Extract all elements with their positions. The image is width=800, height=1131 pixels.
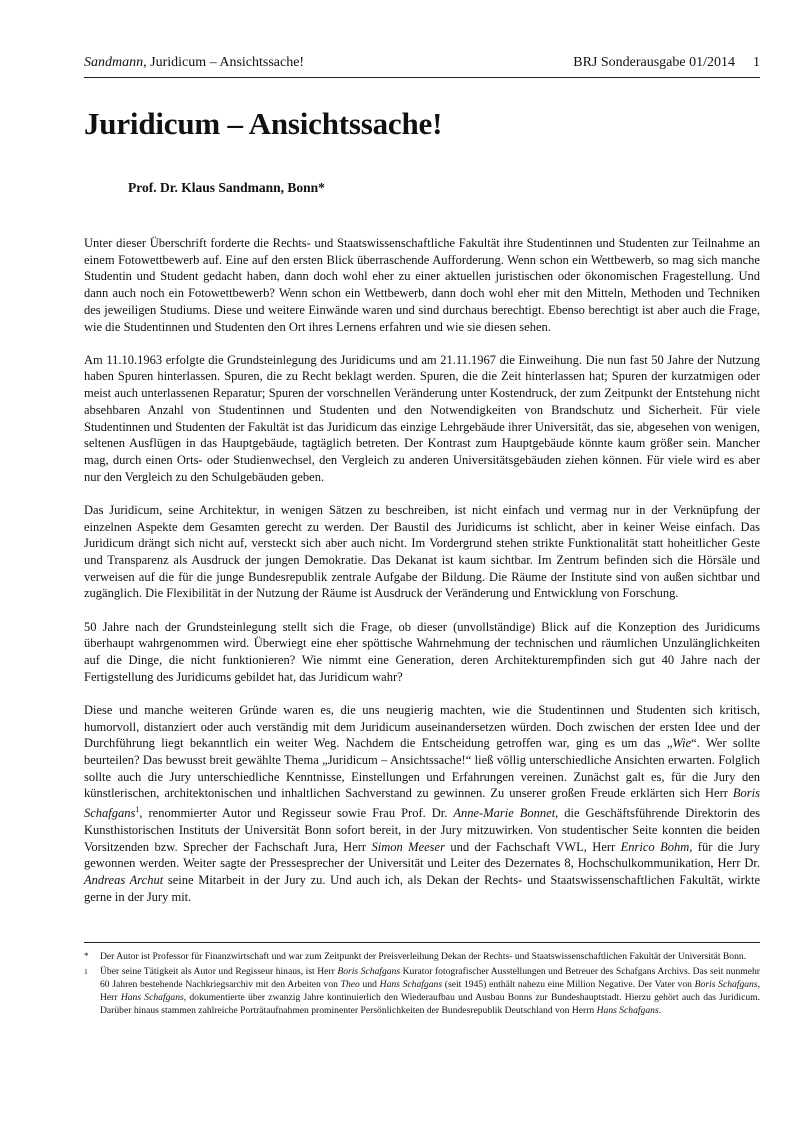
paragraph-2: Am 11.10.1963 erfolgte die Grundsteinlegung des Juridicums und am 21.11.1967 die Einweihung. Die nun fast 50 Jahre der Nutzung haben Spuren hinterlassen. Spuren, die zu Recht beklagt werden. Spuren, die die Zeit hinterlassen hat; Spuren der kurzatmigen oder meist auch unterlassenen Reparatur; Spuren der vorschnellen Veränderung unter Kostendruck, der zum Zeitpunkt der Entstehung nicht absehbaren Anzahl von Studentinnen und Studenten und den Notwendigkeiten von Brandschutz und Sicherheit. Für viele Studentinnen und Studenten der Fakultät ist das Juridicum das einzige Lehrgebäude ihrer Universität, das sie, abgesehen von wenigen, seltenen Ausflügen in das Hauptgebäude, tagtäglich betreten. Der Kontrast zum Hauptgebäude könnte kaum größer sein. Mancher mag, durch einen Orts- oder Studienwechsel, den Vergleich zu anderen Universitätsgebäuden ziehen können. Für viele wird es aber nur den Vergleich zu den Schulgebäuden geben.: [84, 352, 760, 484]
fn1-text-f: , dokumentierte über zwanzig Jahre kontinuierlich den Wiederaufbau und Ausbau Bonns zur Bundeshauptstadt. Hierzu gehört auch das Juridicum. Darüber hinaus stammen zahlreiche Porträtaufnahmen prominenter Persönlichkeiten der Bundesrepublik Deutschland von Herrn: [100, 992, 760, 1016]
p5-name-bohm: Enrico Bohm: [620, 839, 690, 854]
p5-text-c: , renommierter Autor und Regisseur sowie Frau Prof. Dr.: [139, 806, 454, 821]
fn1-text-e: , Herr: [100, 979, 760, 1003]
footnote-1: [84, 965, 760, 1017]
running-header-journal: [573, 55, 760, 71]
p5-name-meeser: Simon Meeser: [371, 839, 445, 854]
p5-emph-wie: Wie: [672, 736, 692, 751]
footnote-1-text: [100, 965, 760, 1017]
paragraph-3: Das Juridicum, seine Architektur, in wenigen Sätzen zu beschreiben, ist nicht einfach und vermag nur in der Verknüpfung der einzelnen Aspekte dem Gesamten gerecht zu werden. Der Baustil des Juridicums ist schlicht, aber in keiner Weise einfach. Das Juridicum drängt sich nicht auf, versteckt sich aber auch nicht. Im Vordergrund stehen strikte Funktionalität statt hoheitlicher Geste und Transparenz als Ausdruck der jungen Demokratie. Das Dekanat ist kaum sichtbar. Im Zentrum befinden sich die Hörsäle und verweisen auf die für die junge Bundesrepublik zentrale Aufgabe der Bildung. Die Räume der Institute sind von außen sichtbar und zugänglich. Die Flexibilität in der Nutzung der Räume ist Ausdruck der Veränderung und Entwicklung von Forschung.: [84, 502, 760, 601]
footnotes: [84, 950, 760, 1019]
fn1-text-c: und: [359, 979, 380, 990]
footnote-divider: [84, 942, 760, 943]
fn1-text-g: .: [658, 1005, 662, 1016]
fn1-name-boris: Boris Schafgans: [337, 966, 401, 977]
fn1-text-d: (seit 1945) enthält nahezu eine Million Negative. Der Vater von: [442, 979, 695, 990]
fn1-name-hans-3: Hans Schafgans: [596, 1005, 659, 1016]
fn1-name-theo: Theo: [340, 979, 360, 990]
p5-text-d: , die Geschäftsführende Direktorin des Kunsthistorischen Instituts der Universität Bonn sofort bereit, in der Jury mitzuwirken. Von studentischer Seite konnten die beiden Vorsitzenden bzw. Sprecher der Fachschaft Jura, Herr: [84, 806, 760, 854]
header-title: , Juridicum – Ansichtssache!: [143, 55, 305, 70]
footnote-star-mark: *: [84, 951, 89, 961]
header-journal: BRJ Sonderausgabe 01/2014: [573, 55, 735, 70]
footnote-star-text: Der Autor ist Professor für Finanzwirtschaft und war zum Zeitpunkt der Preisverleihung Dekan der Rechts- und Staatswissenschaftlichen Fakultät der Universität Bonn.: [100, 951, 747, 962]
article-body: [84, 235, 760, 922]
p5-name-archut: Andreas Archut: [84, 873, 164, 888]
article-title: Juridicum – Ansichtssache!: [84, 106, 443, 141]
p5-name-bonnet: Anne-Marie Bonnet: [453, 806, 556, 821]
footnote-1-number: 1: [84, 967, 88, 976]
running-header-title: [84, 55, 304, 71]
footnote-1-mark: [84, 965, 100, 1017]
p5-text-g: seine Mitarbeit in der Jury zu. Und auch ich, als Dekan der Rechts- und Staatswissenschaftlichen Fakultät, wirkte gerne in der Jury mit.: [84, 873, 761, 904]
fn1-name-hans: Hans Schafgans: [379, 979, 443, 990]
fn1-text-a: Über seine Tätigkeit als Autor und Regisseur hinaus, ist Herr: [100, 966, 338, 977]
fn1-text-b: Kurator fotografischer Ausstellungen und Betreuer des Schafgans Archivs. Das seit nunmehr 60 Jahren bestehende Nachkriegsarchiv mit den Arbeiten von: [100, 966, 760, 990]
paragraph-5: [84, 702, 760, 906]
header-author: Sandmann: [84, 55, 144, 70]
footnote-star: [84, 950, 760, 963]
p5-name-schafgans: Boris Schafgans: [84, 786, 760, 821]
fn1-name-boris-2: Boris Schafgans: [694, 979, 758, 990]
footnote-ref-1[interactable]: 1: [135, 805, 140, 815]
p5-text-a: Diese und manche weiteren Gründe waren es, die uns neugierig machten, wie die Studentinnen und Studenten sich kritisch, humorvoll, distanziert oder auch verständig mit dem Juridicum auseinandersetzen würden. Doch zwischen der ersten Idee und der Durchführung liegt bekanntlich ein weiter Weg. Nachdem die Entscheidung getroffen war, ging es um das „: [84, 702, 760, 751]
paragraph-4: 50 Jahre nach der Grundsteinlegung stellt sich die Frage, ob dieser (unvollständige) Blick auf die Konzeption des Juridicums überhaupt wahrgenommen wird. Überwiegt eine eher spöttische Wahrnehmung der technischen und räumlichen Unzulänglichkeiten auf die Dinge, die nicht funktionieren? Wie nimmt eine Generation, deren Architekturempfinden sich gut 40 Jahre nach der Fertigstellung des Juridicums gebildet hat, das Juridicum wahr?: [84, 619, 760, 684]
p5-text-f: , für die Jury gewonnen werden. Weiter sagte der Pressesprecher der Universität und Leiter des Dezernates 8, Hochschulkommunikation, Herr Dr.: [84, 839, 760, 871]
page-number: 1: [753, 55, 760, 70]
p5-text-b: “. Wer sollte beurteilen? Das bewusst breit gewählte Thema „Juridicum – Ansichtssache!“ ließ völlig unterschiedliche Ansichten erwarten. Folglich sollte auch die Jury unterschiedliche Kenntnisse, Einstellungen und Erfahrungen vereinen. Zunächst galt es, für die Jury den künstlerischen, architektonischen und inhaltlichen Sachverstand zu gewinnen. Zu unserer großen Freude erklärten sich Herr: [84, 736, 760, 801]
fn1-name-hans-2: Hans Schafgans: [120, 992, 184, 1003]
p5-text-e: und der Fachschaft VWL, Herr: [444, 839, 621, 854]
running-header: [84, 55, 760, 78]
paragraph-1: Unter dieser Überschrift forderte die Rechts- und Staatswissenschaftliche Fakultät ihre Studentinnen und Studenten zur Teilnahme an einem Fotowettbewerb auf. Eine auf den ersten Blick überraschende Aufforderung. Wenn schon ein Wettbewerb, so mag sich manche Studentin und Student gedacht haben, dann doch wohl eher zu einer aktuellen juristischen oder ökonomischen Fragestellung. Und dann auch noch ein Fotowettbewerb? Wenn schon ein Wettbewerb, dann doch wohl eher mit den Mitteln, Methoden und Techniken des jeweiligen Studiums. Diese und weitere Einwände waren und sind durchaus berechtigt. Ebenso berechtigt ist aber auch die Frage, wie die Studentinnen und Studenten den Ort ihres Lernens erfahren und wie sie diesen sehen.: [84, 236, 760, 334]
author-line: Prof. Dr. Klaus Sandmann, Bonn*: [128, 180, 325, 195]
